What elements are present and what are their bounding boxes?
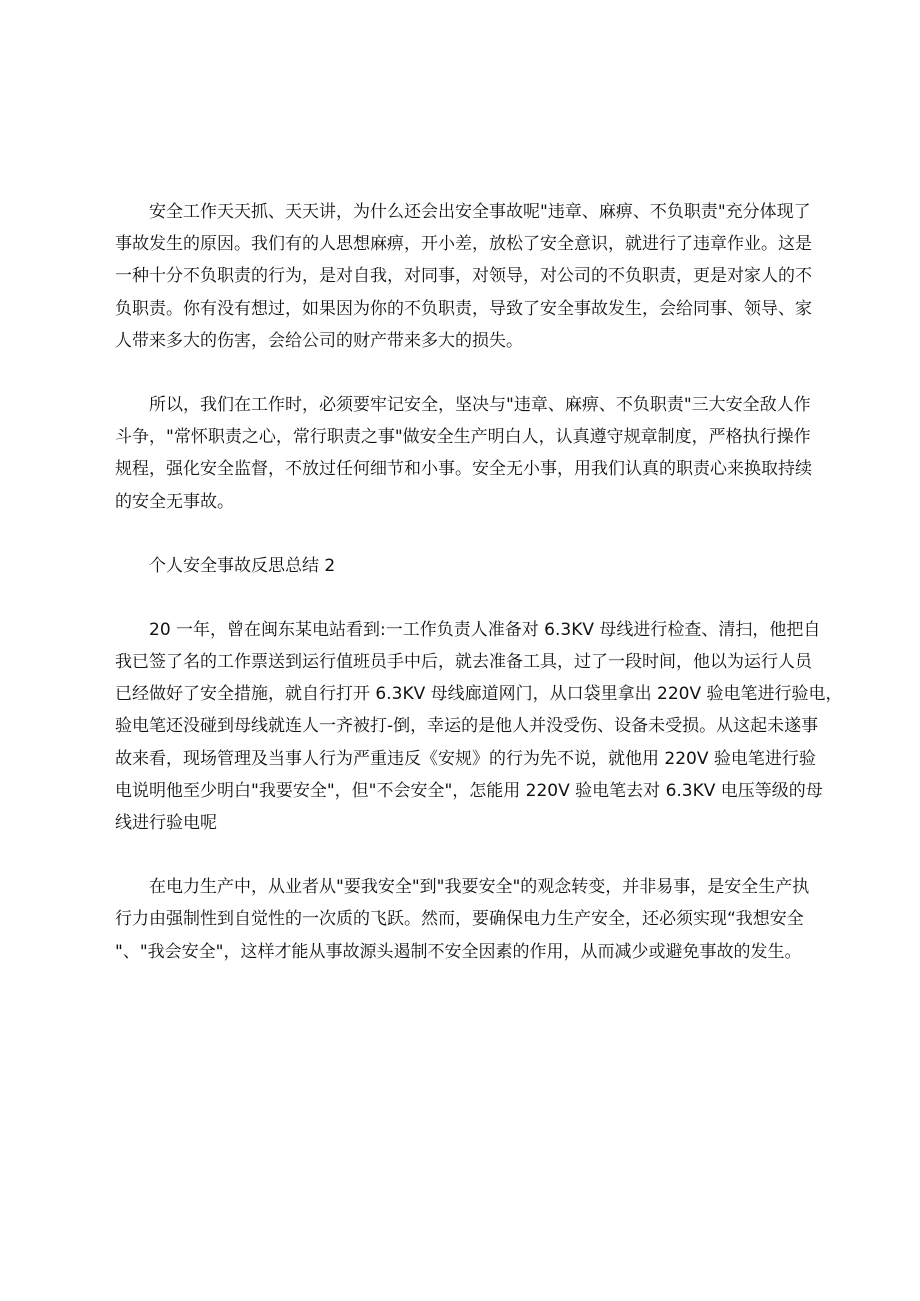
- paragraph-line: "、"我会安全"，这样才能从事故源头遏制不安全因素的作用，从而减少或避免事故的发生。: [115, 941, 802, 962]
- paragraph-1: [115, 196, 823, 357]
- paragraph-line: 斗争，"常怀职责之心，常行职责之事"做安全生产明白人，认真遵守规章制度，严格执行操作: [115, 427, 811, 448]
- paragraph-2: [115, 389, 823, 518]
- paragraph-line: 人带来多大的伤害，会给公司的财产带来多大的损失。: [115, 330, 523, 351]
- paragraph-line: 电说明他至少明白"我要安全"，但"不会安全"，怎能用 220V 验电笔去对 6.3KV 电压等级的母: [115, 780, 823, 801]
- section-title: 个人安全事故反思总结 2: [149, 555, 336, 576]
- paragraph-3: [115, 614, 843, 839]
- paragraph-line: 行力由强制性到自觉性的一次质的飞跃。然而，要确保电力生产安全，还必须实现“我想安全: [115, 909, 804, 930]
- paragraph-line: 验电笔还没碰到母线就连人一齐被打-倒，幸运的是他人并没受伤、设备未受损。从这起未遂事: [115, 716, 819, 737]
- paragraph-line: 事故发生的原因。我们有的人思想麻痹，开小差，放松了安全意识，就进行了违章作业。这是: [115, 234, 812, 255]
- paragraph-line: 20 一年，曾在闽东某电站看到:一工作负责人准备对 6.3KV 母线进行检查、清扫，他把自: [149, 619, 821, 640]
- paragraph-line: 所以，我们在工作时，必须要牢记安全，坚决与"违章、麻痹、不负职责"三大安全敌人作: [149, 394, 811, 415]
- paragraph-line: 的安全无事故。: [115, 491, 234, 512]
- paragraph-line: 我已签了名的工作票送到运行值班员手中后，就去准备工具，过了一段时间，他以为运行人员: [115, 652, 812, 673]
- paragraph-line: 故来看，现场管理及当事人行为严重违反《安规》的行为先不说，就他用 220V 验电笔进行验: [115, 748, 816, 769]
- paragraph-line: 规程，强化安全监督，不放过任何细节和小事。安全无小事，用我们认真的职责心来换取持续: [115, 459, 812, 480]
- document-body: [115, 196, 843, 1000]
- paragraph-line: 安全工作天天抓、天天讲，为什么还会出安全事故呢"违章、麻痹、不负职责"充分体现了: [149, 202, 811, 222]
- paragraph-line: 负职责。你有没有想过，如果因为你的不负职责，导致了安全事故发生，会给同事、领导、家: [115, 298, 812, 319]
- section-heading: [115, 550, 823, 582]
- paragraph-line: 在电力生产中，从业者从"要我安全"到"我要安全"的观念转变，并非易事，是安全生产执: [149, 877, 810, 898]
- paragraph-line: 已经做好了安全措施，就自行打开 6.3KV 母线廊道网门，从口袋里拿出 220V 验电笔进行验电，: [115, 684, 843, 705]
- paragraph-line: 一种十分不负职责的行为，是对自我，对同事，对领导，对公司的不负职责，更是对家人的不: [115, 266, 812, 287]
- paragraph-4: [115, 871, 823, 968]
- paragraph-line: 线进行验电呢: [115, 813, 217, 833]
